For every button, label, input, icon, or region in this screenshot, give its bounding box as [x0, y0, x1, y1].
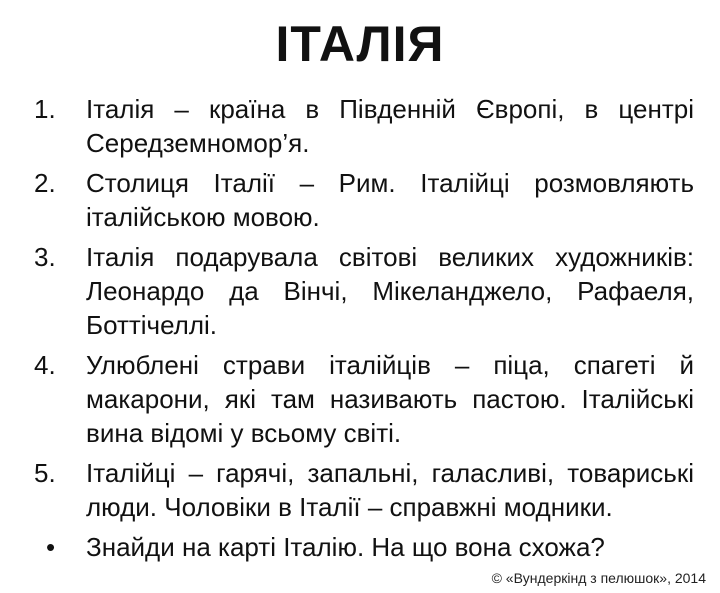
item-number: 5. [34, 458, 56, 488]
list-item [34, 166, 694, 234]
facts-list [34, 92, 694, 570]
page-title: ІТАЛІЯ [275, 16, 445, 72]
item-number: 4. [34, 350, 56, 380]
bullet-icon: • [46, 532, 56, 562]
copyright-note: © «Вундеркінд з пелюшок», 2014 [491, 570, 706, 586]
task-text: Знайди на карті Італію. На що вона схожа? [86, 532, 605, 562]
item-text: Столиця Італії – Рим. Італійці розмовляють італійською мовою. [86, 168, 694, 232]
list-item [34, 240, 694, 342]
list-item [34, 92, 694, 160]
task-item [34, 530, 694, 564]
item-number: 3. [34, 242, 56, 272]
item-text: Улюблені страви італійців – піца, спагеті й макарони, які там називають пастою. Італійські вина відомі у всьому світі. [86, 350, 694, 448]
item-number: 2. [34, 168, 56, 198]
item-text: Італійці – гарячі, запальні, галасливі, товариські люди. Чоловіки в Італії – справжні модники. [86, 458, 694, 522]
item-text: Італія подарувала світові великих художників: Леонардо да Вінчі, Мікеланджело, Рафаеля, Боттічеллі. [86, 242, 694, 340]
list-item [34, 348, 694, 450]
item-number: 1. [34, 94, 56, 124]
item-text: Італія – країна в Південній Європі, в центрі Середземномор’я. [86, 94, 694, 158]
list-item [34, 456, 694, 524]
